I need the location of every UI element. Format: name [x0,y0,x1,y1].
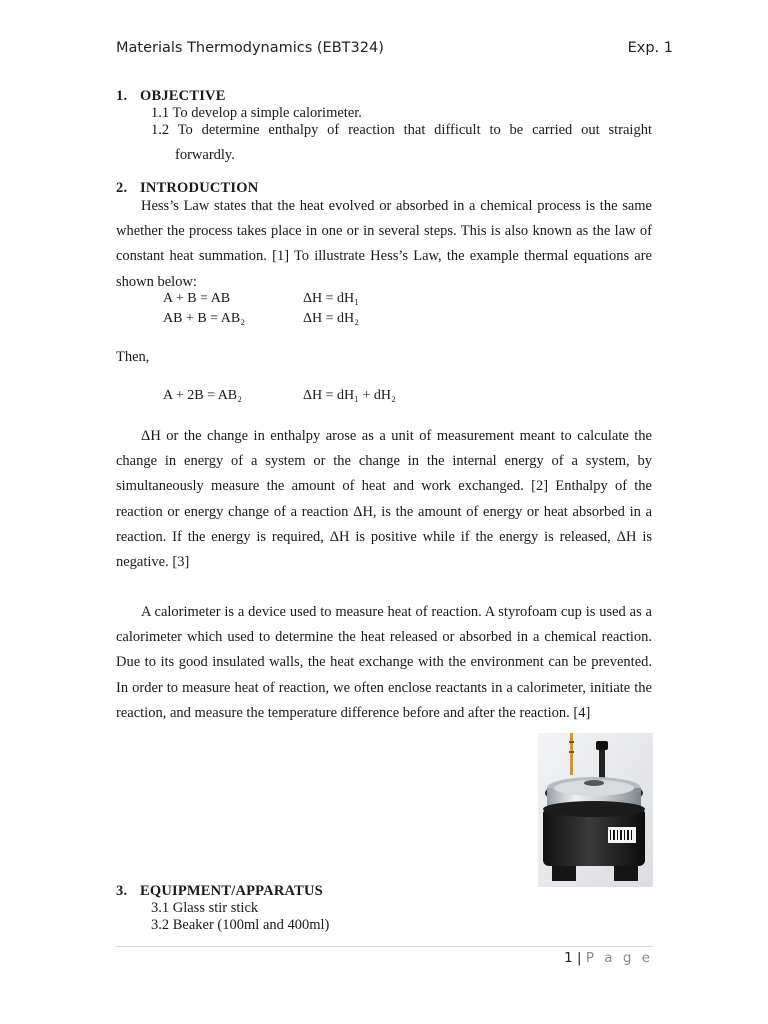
section-heading-equipment: 3. EQUIPMENT/APPARATUS [116,883,323,899]
section-heading-objective: 1. OBJECTIVE [116,88,226,104]
equipment-item: 3.2 Beaker (100ml and 400ml) [151,917,330,933]
equipment-item: 3.1 Glass stir stick [151,900,259,916]
calorimeter-photo [538,733,653,887]
page-number: 1 [564,950,573,966]
course-title: Materials Thermodynamics (EBT324) [116,40,384,56]
page-separator: | [576,950,582,966]
experiment-number: Exp. 1 [627,40,673,56]
result-enthalpy: ΔH = dH₁ + dH₂ [303,388,396,403]
section-heading-introduction: 2. INTRODUCTION [116,180,259,196]
page-header [116,40,673,62]
footer-divider [116,946,653,947]
objective-item: 1.2 To determine enthalpy of reaction that difficult to be carried out straight [151,122,652,138]
page-label: P a g e [585,950,653,966]
equation-enthalpy: ΔH = dH₂ [303,311,359,326]
objective-item: 1.1 To develop a simple calorimeter. [151,105,362,121]
equation-enthalpy: ΔH = dH₁ [303,291,359,306]
equation-reaction: AB + B = AB₂ [163,311,246,326]
result-reaction: A + 2B = AB₂ [163,388,243,403]
then-label: Then, [116,349,150,365]
page-footer [564,950,653,966]
objective-item-continuation: forwardly. [175,147,235,163]
intro-paragraph-hess-law: Hess’s Law states that the heat evolved or absorbed in a chemical process is the same whether the process takes place in one or in several steps. This is also known as the law of constant heat summation. [1] To illustrate Hess’s Law, the example thermal equations are shown below: [116,198,652,290]
intro-paragraph-calorimeter: A calorimeter is a device used to measure heat of reaction. A styrofoam cup is used as a calorimeter which used to determine the heat released or absorbed in a chemical reaction. Due to its good insulated walls, the heat exchange with the environment can be prevented. In order to measure heat of reaction, we often enclose reactants in a calorimeter, initiate the reaction, and measure the temperature difference before and after the reaction. [4] [116,604,652,721]
calorimeter-illustration [538,733,653,887]
intro-paragraph-enthalpy: ΔH or the change in enthalpy arose as a unit of measurement meant to calculate the change in energy of a system or the change in the internal energy of a system, by simultaneously measure the amount of heat and work exchanged. [2] Enthalpy of the reaction or energy change of a reaction ΔH, is the amount of energy or heat absorbed in a reaction. If the energy is required, ΔH is positive while if the energy is released, ΔH is negative. [3] [116,428,652,571]
equation-reaction: A + B = AB [163,291,231,306]
